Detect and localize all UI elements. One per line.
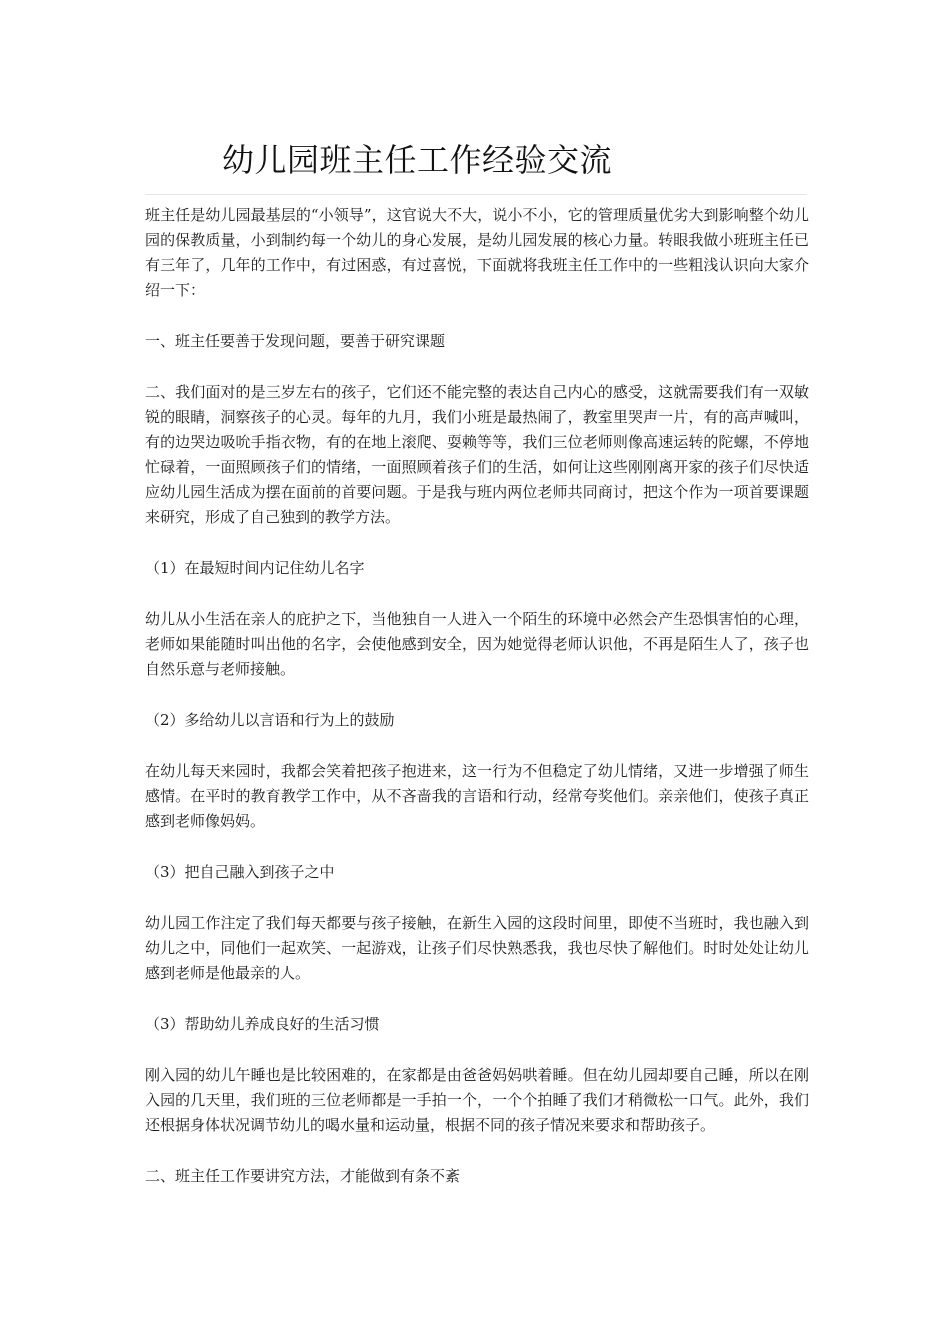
document-title: 幼儿园班主任工作经验交流 (222, 141, 613, 179)
body-paragraph: 幼儿园工作注定了我们每天都要与孩子接触，在新生入园的这段时间里，即使不当班时，我也融入到幼儿之中，同他们一起欢笑、一起游戏，让孩子们尽快熟悉我，我也尽快了解他们。时时处处让幼儿感到老师是他最亲的人。 (145, 914, 809, 982)
body-paragraph: 幼儿从小生活在亲人的庇护之下，当他独自一人进入一个陌生的环境中必然会产生恐惧害怕的心理，老师如果能随时叫出他的名字，会使他感到安全，因为她觉得老师认识他，不再是陌生人了，孩子也自然乐意与老师接触。 (145, 610, 809, 678)
body-paragraph: 在幼儿每天来园时，我都会笑着把孩子抱进来，这一行为不但稳定了幼儿情绪，又进一步增强了师生感情。在平时的教育教学工作中，从不吝啬我的言语和行动，经常夸奖他们。亲亲他们，使孩子真正感到老师像妈妈。 (145, 762, 809, 830)
body-paragraph: 刚入园的幼儿午睡也是比较困难的，在家都是由爸爸妈妈哄着睡。但在幼儿园却要自己睡，所以在刚入园的几天里，我们班的三位老师都是一手拍一个，一个个拍睡了我们才稍微松一口气。此外，我们还根据身体状况调节幼儿的喝水量和运动量，根据不同的孩子情况来要求和帮助孩子。 (145, 1066, 809, 1134)
title-divider (145, 194, 807, 195)
document-body (145, 203, 809, 1189)
subsection-heading: （1）在最短时间内记住幼儿名字 (145, 559, 365, 577)
subsection-heading: （3）帮助幼儿养成良好的生活习惯 (145, 1015, 380, 1033)
body-paragraph: 二、我们面对的是三岁左右的孩子，它们还不能完整的表达自己内心的感受，这就需要我们有一双敏锐的眼睛，洞察孩子的心灵。每年的九月，我们小班是最热闹了，教室里哭声一片，有的高声喊叫，有的边哭边吸吮手指衣物，有的在地上滚爬、耍赖等等，我们三位老师则像高速运转的陀螺，不停地忙碌着，一面照顾孩子们的情绪，一面照顾着孩子们的生活，如何让这些刚刚离开家的孩子们尽快适应幼儿园生活成为摆在面前的首要问题。于是我与班内两位老师共同商讨，把这个作为一项首要课题来研究，形成了自己独到的教学方法。 (145, 383, 809, 526)
intro-paragraph: 班主任是幼儿园最基层的“小领导”，这官说大不大，说小不小，它的管理质量优劣大到影响整个幼儿园的保教质量，小到制约每一个幼儿的身心发展，是幼儿园发展的核心力量。转眼我做小班班主任已有三年了，几年的工作中，有过困惑，有过喜悦，下面就将我班主任工作中的一些粗浅认识向大家介绍一下： (145, 206, 809, 299)
subsection-heading: （2）多给幼儿以言语和行为上的鼓励 (145, 711, 395, 729)
section-heading: 二、班主任工作要讲究方法，才能做到有条不紊 (145, 1167, 461, 1185)
subsection-heading: （3）把自己融入到孩子之中 (145, 863, 335, 881)
section-heading: 一、班主任要善于发现问题，要善于研究课题 (145, 332, 446, 350)
